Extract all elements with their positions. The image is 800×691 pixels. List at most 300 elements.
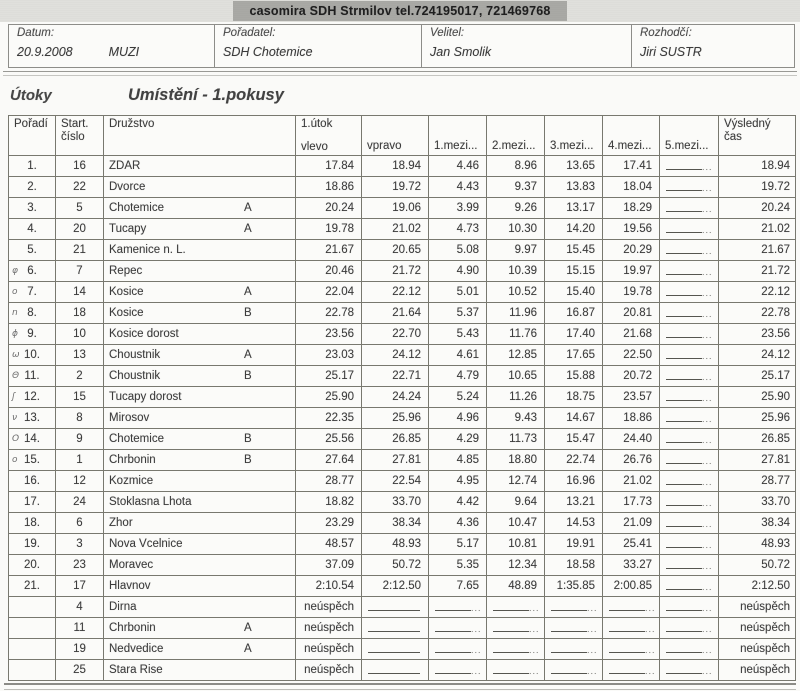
rank-value: 16. [24, 475, 40, 487]
attack-right-cell: 19.72 [362, 177, 429, 198]
split-4-cell: 25.41 [603, 534, 660, 555]
blank-line [666, 180, 702, 191]
result-cell: 20.24 [719, 198, 796, 219]
result-cell: 25.90 [719, 387, 796, 408]
rozhodci-label: Rozhodčí: [640, 27, 692, 39]
split-4-cell: 26.76 [603, 450, 660, 471]
split-3-cell: 13.21 [545, 492, 603, 513]
result-row [9, 156, 796, 177]
split-5-cell [660, 387, 719, 408]
attack-right-cell: 22.12 [362, 282, 429, 303]
trailing-dots: ... [529, 603, 540, 613]
split-2-cell: 12.85 [487, 345, 545, 366]
trailing-dots: ... [702, 288, 713, 298]
fail-row [9, 660, 796, 681]
split-1-cell: 4.85 [429, 450, 487, 471]
result-row [9, 513, 796, 534]
team-name: Dvorce [109, 181, 146, 193]
col-header-split-4: 4.mezi... [603, 116, 660, 156]
trailing-dots: ... [471, 603, 482, 613]
col-header-start-number: Start. číslo [56, 116, 104, 156]
split-5-cell [660, 408, 719, 429]
blank-line [666, 264, 702, 275]
team-letter: A [244, 643, 252, 655]
result-row [9, 534, 796, 555]
referee-name: Jiri SUSTR [640, 45, 702, 59]
organizer-name: SDH Chotemice [223, 45, 313, 59]
result-row [9, 429, 796, 450]
attack-left-cell: 22.35 [296, 408, 362, 429]
rank-cell [9, 261, 56, 282]
split-5-cell [660, 576, 719, 597]
blank-line [666, 642, 702, 653]
team-name: Choustnik [109, 370, 161, 382]
team-name: Dirna [109, 601, 137, 613]
rank-cell [9, 618, 56, 639]
split-1-cell: 4.96 [429, 408, 487, 429]
team-cell [104, 345, 296, 366]
result-cell: 26.85 [719, 429, 796, 450]
split-2-cell: 18.80 [487, 450, 545, 471]
pencil-mark: ω [12, 350, 20, 360]
col-header-split-1: 1.mezi... [429, 116, 487, 156]
start-number-cell: 22 [56, 177, 104, 198]
rank-value: 3. [27, 202, 37, 214]
split-4-cell: 19.97 [603, 261, 660, 282]
trailing-dots: ... [702, 666, 713, 676]
section-title-utoky: Útoky [10, 87, 52, 104]
blank-line [666, 600, 702, 611]
results-tbody [9, 156, 796, 681]
split-4-cell: 18.29 [603, 198, 660, 219]
team-name: Repec [109, 265, 143, 277]
split-5-cell [660, 282, 719, 303]
team-letter: B [244, 433, 252, 445]
fail-row [9, 597, 796, 618]
pencil-mark: O [12, 434, 20, 444]
blank-line [609, 600, 645, 611]
split-4-cell [603, 660, 660, 681]
team-name: Chotemice [109, 433, 164, 445]
result-cell: neúspěch [719, 618, 796, 639]
split-1-cell: 4.36 [429, 513, 487, 534]
split-1-cell: 5.37 [429, 303, 487, 324]
split-1-cell: 4.95 [429, 471, 487, 492]
pencil-mark: n [12, 308, 18, 318]
attack-left-cell: 28.77 [296, 471, 362, 492]
team-letter: A [244, 223, 252, 235]
blank-line [493, 642, 529, 653]
start-number-cell: 20 [56, 219, 104, 240]
attack-right-cell: 38.34 [362, 513, 429, 534]
team-name: Mirosov [109, 412, 150, 424]
blank-line [666, 348, 702, 359]
split-4-cell: 18.04 [603, 177, 660, 198]
split-5-cell [660, 513, 719, 534]
result-row [9, 387, 796, 408]
split-2-cell: 11.26 [487, 387, 545, 408]
rank-cell [9, 408, 56, 429]
start-number-cell: 10 [56, 324, 104, 345]
result-cell: 21.72 [719, 261, 796, 282]
start-number-cell: 24 [56, 492, 104, 513]
trailing-dots: ... [702, 498, 713, 508]
blank-line [551, 642, 587, 653]
rank-cell [9, 198, 56, 219]
blank-line [435, 621, 471, 632]
attack-left-cell: 27.64 [296, 450, 362, 471]
trailing-dots: ... [529, 645, 540, 655]
team-name: Moravec [109, 559, 154, 571]
split-3-cell: 14.20 [545, 219, 603, 240]
rank-value: 6. [27, 265, 37, 277]
team-cell [104, 597, 296, 618]
blank-line [666, 495, 702, 506]
split-4-cell: 20.29 [603, 240, 660, 261]
blank-line [666, 306, 702, 317]
rank-cell [9, 639, 56, 660]
blank-line [609, 642, 645, 653]
blank-line [666, 159, 702, 170]
attack-left-cell: 23.56 [296, 324, 362, 345]
rank-cell [9, 219, 56, 240]
attack-right-cell: 22.70 [362, 324, 429, 345]
attack-left-cell: 23.03 [296, 345, 362, 366]
team-cell [104, 450, 296, 471]
trailing-dots: ... [702, 351, 713, 361]
result-row [9, 555, 796, 576]
start-number-cell: 1 [56, 450, 104, 471]
team-cell [104, 471, 296, 492]
rank-cell [9, 345, 56, 366]
result-row [9, 324, 796, 345]
result-cell: neúspěch [719, 660, 796, 681]
result-row [9, 240, 796, 261]
rank-value: 4. [27, 223, 37, 235]
start-number-cell: 2 [56, 366, 104, 387]
team-cell [104, 534, 296, 555]
split-5-cell [660, 555, 719, 576]
split-2-cell [487, 639, 545, 660]
result-row [9, 261, 796, 282]
trailing-dots: ... [702, 645, 713, 655]
trailing-dots: ... [702, 246, 713, 256]
team-cell [104, 219, 296, 240]
result-row [9, 177, 796, 198]
trailing-dots: ... [702, 477, 713, 487]
team-cell [104, 366, 296, 387]
split-3-cell: 15.45 [545, 240, 603, 261]
split-5-cell [660, 534, 719, 555]
rank-cell [9, 282, 56, 303]
attack-right-cell [362, 618, 429, 639]
split-4-cell: 21.02 [603, 471, 660, 492]
trailing-dots: ... [702, 456, 713, 466]
team-name: Stara Rise [109, 664, 163, 676]
split-3-cell: 14.67 [545, 408, 603, 429]
attack-right-cell: 21.02 [362, 219, 429, 240]
trailing-dots: ... [702, 435, 713, 445]
split-3-cell: 15.47 [545, 429, 603, 450]
rank-cell [9, 429, 56, 450]
category-tag: MUZI [108, 45, 140, 59]
split-5-cell [660, 639, 719, 660]
attack-left-cell: 18.82 [296, 492, 362, 513]
split-4-cell: 17.41 [603, 156, 660, 177]
rank-cell [9, 450, 56, 471]
split-5-cell [660, 366, 719, 387]
trailing-dots: ... [587, 603, 598, 613]
split-3-cell: 15.15 [545, 261, 603, 282]
trailing-dots: ... [702, 414, 713, 424]
fail-row [9, 618, 796, 639]
split-2-cell: 9.43 [487, 408, 545, 429]
col-header-result: Výsledný čas [719, 116, 796, 156]
rank-value: 20. [24, 559, 40, 571]
blank-line [551, 621, 587, 632]
results-table [8, 115, 796, 681]
attack-right-cell: 25.96 [362, 408, 429, 429]
rank-value: 5. [27, 244, 37, 256]
trailing-dots: ... [471, 645, 482, 655]
trailing-dots: ... [645, 645, 656, 655]
team-name: Stoklasna Lhota [109, 496, 192, 508]
trailing-dots: ... [471, 624, 482, 634]
result-cell: 24.12 [719, 345, 796, 366]
split-4-cell: 20.72 [603, 366, 660, 387]
trailing-dots: ... [702, 309, 713, 319]
split-1-cell [429, 660, 487, 681]
start-number-cell: 18 [56, 303, 104, 324]
rank-cell [9, 576, 56, 597]
col-header-attack-left: 1.útok vlevo [296, 116, 362, 156]
split-4-cell: 23.57 [603, 387, 660, 408]
split-1-cell: 5.24 [429, 387, 487, 408]
team-letter: B [244, 370, 252, 382]
split-3-cell: 19.91 [545, 534, 603, 555]
split-4-cell: 19.78 [603, 282, 660, 303]
rank-value: 9. [27, 328, 37, 340]
col-header-team: Družstvo [104, 116, 296, 156]
velitel-label: Velitel: [430, 27, 465, 39]
team-cell [104, 240, 296, 261]
blank-line [368, 642, 420, 653]
split-2-cell [487, 660, 545, 681]
split-4-cell: 21.68 [603, 324, 660, 345]
split-5-cell [660, 240, 719, 261]
result-cell: 27.81 [719, 450, 796, 471]
attack-right-cell: 18.94 [362, 156, 429, 177]
blank-line [666, 327, 702, 338]
timing-service-banner [0, 0, 800, 22]
attack-left-cell: 20.24 [296, 198, 362, 219]
split-1-cell: 4.29 [429, 429, 487, 450]
result-cell: neúspěch [719, 597, 796, 618]
blank-line [666, 432, 702, 443]
split-5-cell [660, 345, 719, 366]
split-3-cell [545, 597, 603, 618]
result-cell: 21.67 [719, 240, 796, 261]
team-cell [104, 639, 296, 660]
blank-line [666, 285, 702, 296]
team-name: Hlavnov [109, 580, 151, 592]
split-4-cell: 19.56 [603, 219, 660, 240]
attack-left-cell: 18.86 [296, 177, 362, 198]
split-5-cell [660, 261, 719, 282]
blank-line [666, 621, 702, 632]
blank-line [551, 600, 587, 611]
team-name: Nedvedice [109, 643, 164, 655]
result-row [9, 219, 796, 240]
split-2-cell: 9.26 [487, 198, 545, 219]
result-cell: 22.12 [719, 282, 796, 303]
attack-left-cell: 2:10.54 [296, 576, 362, 597]
blank-line [666, 201, 702, 212]
attack-left-cell: 25.56 [296, 429, 362, 450]
col-header-split-2: 2.mezi... [487, 116, 545, 156]
attack-left-cell: neúspěch [296, 639, 362, 660]
team-name: Chrbonin [109, 622, 156, 634]
team-name: Kosice [109, 307, 144, 319]
team-name: Tucapy [109, 223, 147, 235]
pencil-mark: o [12, 455, 18, 465]
split-5-cell [660, 219, 719, 240]
pencil-mark: ϕ [12, 329, 18, 339]
blank-line [666, 222, 702, 233]
split-5-cell [660, 429, 719, 450]
start-number-cell: 11 [56, 618, 104, 639]
blank-line [368, 621, 420, 632]
col-header-split-5: 5.mezi... [660, 116, 719, 156]
attack-left-cell: 22.04 [296, 282, 362, 303]
blank-line [435, 600, 471, 611]
split-4-cell: 24.40 [603, 429, 660, 450]
split-1-cell [429, 618, 487, 639]
result-row [9, 198, 796, 219]
team-letter: A [244, 202, 252, 214]
rank-cell [9, 240, 56, 261]
split-4-cell: 33.27 [603, 555, 660, 576]
rank-cell [9, 597, 56, 618]
split-4-cell [603, 639, 660, 660]
start-number-cell: 6 [56, 513, 104, 534]
team-name: Nova Vcelnice [109, 538, 183, 550]
result-cell: 18.94 [719, 156, 796, 177]
trailing-dots: ... [702, 582, 713, 592]
split-2-cell: 10.39 [487, 261, 545, 282]
rank-cell [9, 387, 56, 408]
split-1-cell: 5.01 [429, 282, 487, 303]
split-3-cell: 16.96 [545, 471, 603, 492]
start-number-cell: 25 [56, 660, 104, 681]
meta-field-datum [9, 25, 214, 67]
split-4-cell: 22.50 [603, 345, 660, 366]
trailing-dots: ... [702, 225, 713, 235]
attack-right-cell: 22.71 [362, 366, 429, 387]
attack-left-cell: 20.46 [296, 261, 362, 282]
rank-cell [9, 660, 56, 681]
trailing-dots: ... [702, 561, 713, 571]
split-3-cell: 13.65 [545, 156, 603, 177]
start-number-cell: 17 [56, 576, 104, 597]
blank-line [609, 663, 645, 674]
split-2-cell: 8.96 [487, 156, 545, 177]
team-name: Choustnik [109, 349, 161, 361]
trailing-dots: ... [702, 603, 713, 613]
result-row [9, 408, 796, 429]
timing-service-text: casomira SDH Strmilov tel.724195017, 721469768 [233, 1, 566, 21]
team-letter: B [244, 454, 252, 466]
pencil-mark: ʃ [12, 392, 16, 402]
rank-cell [9, 303, 56, 324]
attack-left-cell: 21.67 [296, 240, 362, 261]
split-2-cell: 11.76 [487, 324, 545, 345]
split-5-cell [660, 450, 719, 471]
trailing-dots: ... [702, 162, 713, 172]
attack-left-cell: 23.29 [296, 513, 362, 534]
attack-right-cell: 26.85 [362, 429, 429, 450]
rank-cell [9, 534, 56, 555]
split-4-cell: 21.09 [603, 513, 660, 534]
split-3-cell [545, 660, 603, 681]
trailing-dots: ... [587, 645, 598, 655]
result-cell: 23.56 [719, 324, 796, 345]
attack-right-cell: 22.54 [362, 471, 429, 492]
table-bottom-rule [4, 683, 796, 690]
team-letter: A [244, 286, 252, 298]
blank-line [666, 369, 702, 380]
split-5-cell [660, 324, 719, 345]
start-number-cell: 21 [56, 240, 104, 261]
team-cell [104, 618, 296, 639]
split-4-cell: 2:00.85 [603, 576, 660, 597]
split-5-cell [660, 303, 719, 324]
result-row [9, 345, 796, 366]
blank-line [435, 642, 471, 653]
pencil-mark: ν [12, 413, 18, 423]
attack-right-cell: 48.93 [362, 534, 429, 555]
team-cell [104, 387, 296, 408]
blank-line [368, 663, 420, 674]
split-2-cell: 9.37 [487, 177, 545, 198]
split-3-cell: 18.58 [545, 555, 603, 576]
trailing-dots: ... [702, 624, 713, 634]
blank-line [666, 663, 702, 674]
result-row [9, 492, 796, 513]
trailing-dots: ... [645, 624, 656, 634]
attack-right-cell: 19.06 [362, 198, 429, 219]
split-4-cell: 18.86 [603, 408, 660, 429]
split-2-cell [487, 597, 545, 618]
split-4-cell [603, 618, 660, 639]
datum-value [17, 45, 214, 59]
trailing-dots: ... [529, 666, 540, 676]
split-1-cell: 4.61 [429, 345, 487, 366]
split-3-cell: 18.75 [545, 387, 603, 408]
split-1-cell: 4.46 [429, 156, 487, 177]
split-3-cell [545, 639, 603, 660]
result-row [9, 450, 796, 471]
start-number-cell: 13 [56, 345, 104, 366]
attack-left-cell: 19.78 [296, 219, 362, 240]
event-meta-bar [8, 24, 795, 68]
attack-right-cell: 24.12 [362, 345, 429, 366]
trailing-dots: ... [702, 267, 713, 277]
team-name: Zhor [109, 517, 133, 529]
rank-value: 17. [24, 496, 40, 508]
attack-right-cell: 21.72 [362, 261, 429, 282]
split-1-cell: 5.17 [429, 534, 487, 555]
